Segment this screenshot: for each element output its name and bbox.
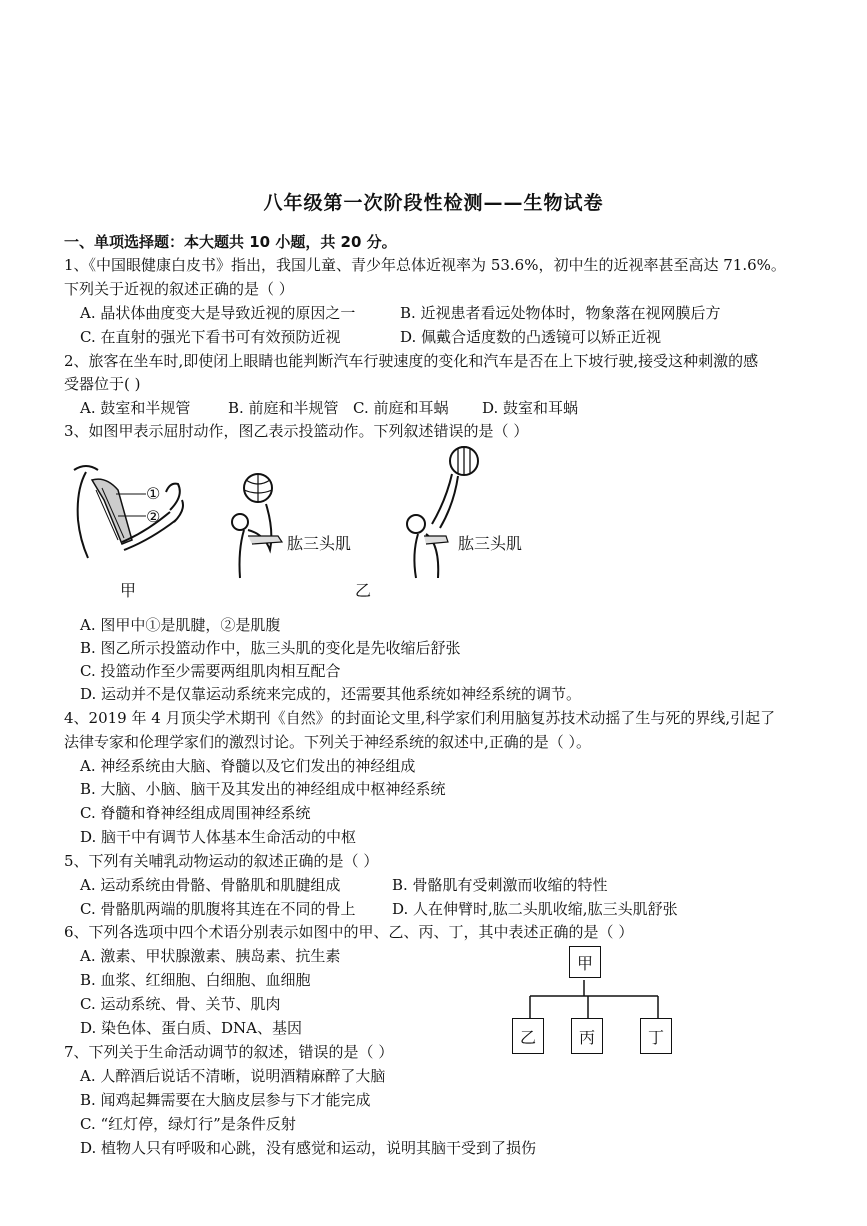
q2-option-c: C. 前庭和耳蜗 — [353, 399, 449, 417]
figure-caption-yi: 乙 — [355, 581, 372, 600]
tree-node-bing: 丙 — [571, 1018, 603, 1054]
q3-option-a: A. 图甲中①是肌腱，②是肌腹 — [80, 616, 281, 634]
tree-node-yi: 乙 — [512, 1018, 544, 1054]
q4-option-d: D. 脑干中有调节人体基本生命活动的中枢 — [80, 828, 357, 846]
q4-option-b: B. 大脑、小脑、脑干及其发出的神经组成中枢神经系统 — [80, 780, 446, 798]
q7-option-d: D. 植物人只有呼吸和心跳，没有感觉和运动，说明其脑干受到了损伤 — [80, 1139, 537, 1157]
q6-option-d: D. 染色体、蛋白质、DNA、基因 — [80, 1019, 303, 1037]
muscle-label-2: 肱三头肌 — [458, 534, 523, 553]
q1-option-d: D. 佩戴合适度数的凸透镜可以矫正近视 — [400, 328, 662, 346]
q2-option-b: B. 前庭和半规管 — [228, 399, 339, 417]
q6-option-c: C. 运动系统、骨、关节、肌肉 — [80, 995, 281, 1013]
q1-option-b: B. 近视患者看远处物体时，物象落在视网膜后方 — [400, 304, 721, 322]
basketball-player-1 — [218, 470, 298, 580]
q2-stem-line2: 受器位于( ) — [64, 375, 141, 393]
q3-option-b: B. 图乙所示投篮动作中，肱三头肌的变化是先收缩后舒张 — [80, 639, 461, 657]
section-heading: 一、单项选择题：本大题共 10 小题，共 20 分。 — [64, 233, 397, 251]
q4-option-a: A. 神经系统由大脑、脊髓以及它们发出的神经组成 — [80, 757, 416, 775]
figure-label-1: ① — [146, 484, 161, 503]
q6-stem-line1: 6、下列各选项中四个术语分别表示如图中的甲、乙、丙、丁，其中表述正确的是（ ） — [64, 923, 634, 941]
q2-option-a: A. 鼓室和半规管 — [80, 399, 191, 417]
figure-caption-jia: 甲 — [120, 581, 137, 600]
q1-stem-line2: 下列关于近视的叙述正确的是（ ） — [64, 280, 294, 298]
q6-option-a: A. 激素、甲状腺激素、胰岛素、抗生素 — [80, 947, 341, 965]
q5-stem-line1: 5、下列有关哺乳动物运动的叙述正确的是（ ） — [64, 852, 379, 870]
q7-option-b: B. 闻鸡起舞需要在大脑皮层参与下才能完成 — [80, 1091, 371, 1109]
q4-stem-line2: 法律专家和伦理学家们的激烈讨论。下列关于神经系统的叙述中,正确的是（ ）。 — [64, 733, 592, 751]
exam-title: 八年级第一次阶段性检测——生物试卷 — [263, 192, 604, 214]
tree-node-jia: 甲 — [569, 946, 601, 978]
q5-option-b: B. 骨骼肌有受刺激而收缩的特性 — [392, 876, 608, 894]
muscle-label-1: 肱三头肌 — [287, 534, 352, 553]
q1-stem-line1: 1、《中国眼健康白皮书》指出，我国儿童、青少年总体近视率为 53.6%，初中生的近视率甚至高达 71.6%。 — [64, 256, 786, 274]
q5-option-a: A. 运动系统由骨骼、骨骼肌和肌腱组成 — [80, 876, 341, 894]
figure-label-2: ② — [146, 507, 161, 526]
q2-option-d: D. 鼓室和耳蜗 — [482, 399, 579, 417]
q4-stem-line1: 4、2019 年 4 月顶尖学术期刊《自然》的封面论文里,科学家们利用脑复苏技术动摇了生与死的界线,引起了 — [64, 709, 776, 727]
q1-option-c: C. 在直射的强光下看书可有效预防近视 — [80, 328, 341, 346]
basketball-icon — [447, 444, 481, 478]
q4-option-c: C. 脊髓和脊神经组成周围神经系统 — [80, 804, 311, 822]
q7-option-c: C. “红灯停，绿灯行”是条件反射 — [80, 1115, 296, 1133]
q5-option-c: C. 骨骼肌两端的肌腹将其连在不同的骨上 — [80, 900, 356, 918]
q7-option-a: A. 人醉酒后说话不清晰，说明酒精麻醉了大脑 — [80, 1067, 386, 1085]
q3-option-d: D. 运动并不是仅靠运动系统来完成的，还需要其他系统如神经系统的调节。 — [80, 685, 582, 703]
q3-option-c: C. 投篮动作至少需要两组肌肉相互配合 — [80, 662, 341, 680]
q2-stem-line1: 2、旅客在坐车时,即使闭上眼睛也能判断汽车行驶速度的变化和汽车是否在上下坡行驶,接受这种刺激的感 — [64, 352, 759, 370]
arm-flexion-diagram — [66, 460, 206, 580]
q1-option-a: A. 晶状体曲度变大是导致近视的原因之一 — [80, 304, 356, 322]
q6-option-b: B. 血浆、红细胞、白细胞、血细胞 — [80, 971, 311, 989]
q5-option-d: D. 人在伸臂时,肱二头肌收缩,肱三头肌舒张 — [392, 900, 678, 918]
q3-stem-line1: 3、如图甲表示屈肘动作，图乙表示投篮动作。下列叙述错误的是（ ） — [64, 422, 529, 440]
q7-stem-line1: 7、下列关于生命活动调节的叙述，错误的是（ ） — [64, 1043, 394, 1061]
tree-node-ding: 丁 — [640, 1018, 672, 1054]
